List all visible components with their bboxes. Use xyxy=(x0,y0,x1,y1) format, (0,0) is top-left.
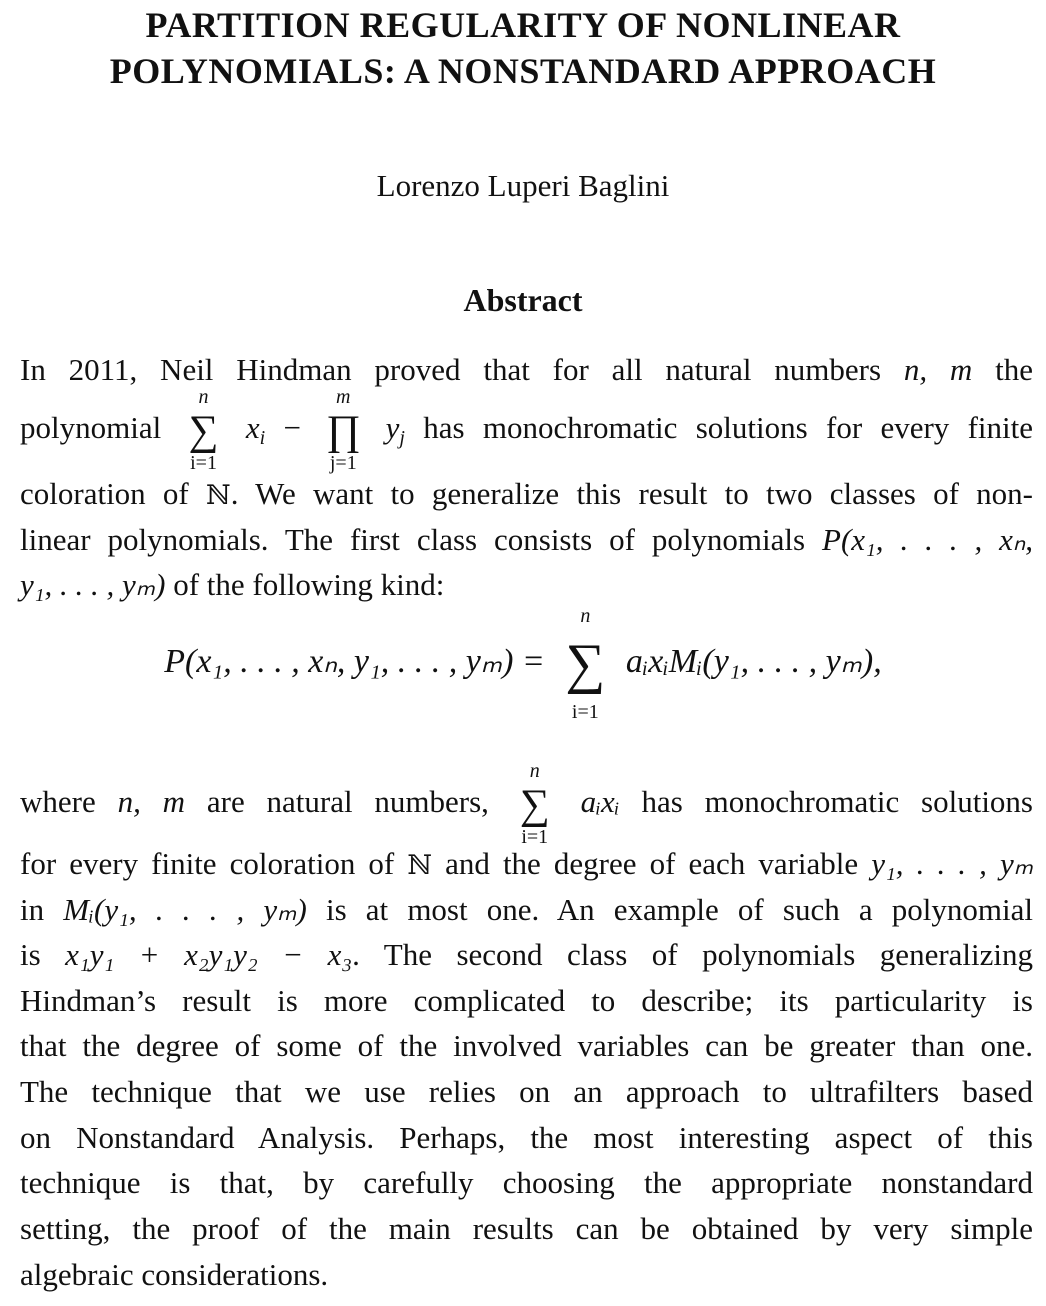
abstract-line xyxy=(20,937,1033,973)
abstract-line xyxy=(20,846,1033,884)
sum-lower-limit: i=1 xyxy=(571,701,599,723)
subscript: i xyxy=(259,427,266,449)
text: polynomial xyxy=(20,410,162,445)
abstract-line xyxy=(20,476,1033,514)
abstract-line xyxy=(20,385,1034,474)
product-operator xyxy=(321,385,365,474)
sum-operator xyxy=(555,605,615,723)
product-symbol: ∏ xyxy=(325,407,361,454)
text: are natural numbers, xyxy=(206,784,489,819)
abstract-line: on Nonstandard Analysis. Perhaps, the most interesting aspect of this xyxy=(20,1120,1033,1155)
title-line-1: PARTITION REGULARITY OF NONLINEAR xyxy=(145,5,901,45)
text: has monochromatic solutions for every finite xyxy=(423,410,1034,445)
abstract-line xyxy=(20,759,1033,848)
text: of the following kind: xyxy=(173,567,445,602)
text: the xyxy=(995,352,1034,387)
sum-symbol: ∑ xyxy=(519,781,550,828)
var: y xyxy=(385,410,400,445)
text: in xyxy=(20,892,45,927)
sum-upper-limit: n xyxy=(529,759,540,782)
text: and the degree of each variable xyxy=(445,846,859,881)
text: coloration of xyxy=(20,476,189,511)
var: x xyxy=(245,410,260,445)
paper-title xyxy=(0,2,1046,94)
math-inline: P(x₁, . . . , xₙ, xyxy=(822,522,1033,557)
abstract-line: setting, the proof of the main results can be obtained by very simple xyxy=(20,1211,1033,1246)
text: . We want to generalize this result to two classes of non- xyxy=(230,476,1033,511)
abstract-line xyxy=(20,522,1033,558)
sum-upper-limit: n xyxy=(198,385,209,408)
text: has monochromatic solutions xyxy=(641,784,1033,819)
abstract-line: algebraic considerations. xyxy=(20,1257,329,1292)
abstract-line: The technique that we use relies on an approach to ultrafilters based xyxy=(20,1074,1033,1109)
sum-operator xyxy=(182,385,226,474)
equation-rhs: aᵢxᵢMᵢ(y₁, . . . , yₘ), xyxy=(625,642,882,680)
naturals-symbol: ℕ xyxy=(407,850,433,881)
author-name: Lorenzo Luperi Baglini xyxy=(376,168,670,203)
abstract-line: that the degree of some of the involved variables can be greater than one. xyxy=(20,1028,1033,1063)
text: linear polynomials. The first class consists of polynomials xyxy=(20,522,806,557)
text: . The second class of polynomials generalizing xyxy=(352,937,1034,972)
equation-lhs: P(x₁, . . . , xₙ, y₁, . . . , yₘ) = xyxy=(164,642,545,680)
sum-upper-limit: n xyxy=(580,605,591,627)
math-inline: y₁, . . . , yₘ xyxy=(871,846,1034,881)
text: is at most one. An example of such a polynomial xyxy=(325,892,1033,927)
text: for every finite coloration of xyxy=(20,846,395,881)
math-inline: n, m xyxy=(117,784,186,819)
text: where xyxy=(20,784,96,819)
math-inline: x₁y₁ + x₂y₁y₂ − x₃ xyxy=(65,937,353,972)
sum-lower-limit: i=1 xyxy=(190,451,217,474)
sum-symbol: ∑ xyxy=(188,407,219,454)
abstract-line: technique is that, by carefully choosing the appropriate nonstandard xyxy=(20,1165,1033,1200)
sum-symbol: ∑ xyxy=(565,633,606,695)
display-equation xyxy=(0,605,1046,723)
abstract-line: Hindman’s result is more complicated to describe; its particularity is xyxy=(20,983,1033,1018)
sum-lower-limit: i=1 xyxy=(521,825,549,848)
product-lower-limit: j=1 xyxy=(329,451,357,474)
abstract-line xyxy=(20,892,1033,928)
subscript: j xyxy=(399,427,405,449)
math-inline: y₁, . . . , yₘ) xyxy=(20,567,166,602)
title-line-2: POLYNOMIALS: A NONSTANDARD APPROACH xyxy=(109,51,937,91)
math-inline: n, m xyxy=(903,352,973,387)
text: In 2011, Neil Hindman proved that for all natural numbers xyxy=(20,352,882,387)
sum-operator xyxy=(513,759,557,848)
abstract-line xyxy=(20,352,1033,388)
product-upper-limit: m xyxy=(336,385,351,408)
text: is xyxy=(20,937,41,972)
math-inline: Mᵢ(y₁, . . . , yₘ) xyxy=(63,892,307,927)
naturals-symbol: ℕ xyxy=(206,480,231,511)
abstract-heading: Abstract xyxy=(463,282,583,318)
math-term xyxy=(245,410,266,449)
abstract-line xyxy=(20,567,1033,603)
math-term: aᵢxᵢ xyxy=(580,784,620,819)
minus-sign: − xyxy=(283,410,301,445)
math-term xyxy=(385,410,405,449)
